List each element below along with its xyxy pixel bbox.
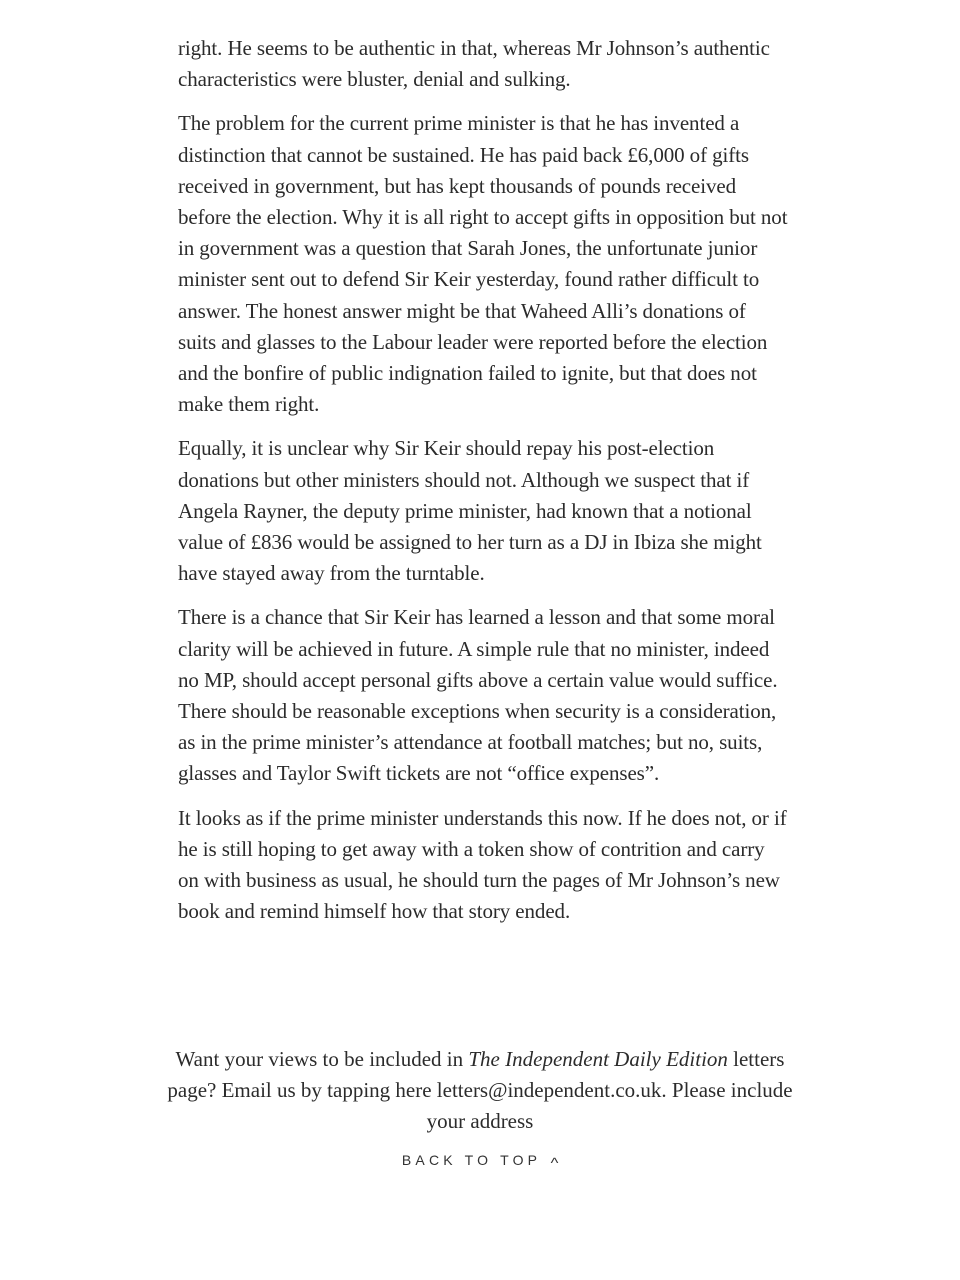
cta-prefix: Want your views to be included in: [175, 1047, 469, 1071]
article-paragraph-4: There is a chance that Sir Keir has learned a lesson and that some moral clarity will be achieved in future. A simple rule that no minister, indeed no MP, should accept personal gifts above a certain value would suffice. There should be reasonable exceptions when security is a consideration, as in the prime minister’s attendance at football matches; but no, suits, glasses and Taylor Swift tickets are not “office expenses”.: [178, 605, 778, 786]
article-paragraph-3: Equally, it is unclear why Sir Keir should repay his post-election donations but other ministers should not. Although we suspect that if Angela Rayner, the deputy prime minister, had known that a notional value of £836 would be assigned to her turn as a DJ in Ibiza she might have stayed away from the turntable.: [178, 436, 762, 586]
letters-email-link[interactable]: letters@independent.co.uk: [436, 1078, 662, 1102]
chevron-up-icon: ^: [550, 1155, 559, 1172]
letters-call-to-action: [150, 1044, 810, 1137]
publication-name: The Independent Daily Edition: [468, 1047, 728, 1071]
article-body: [178, 33, 788, 940]
cta-suffix: . Please include your address: [426, 1078, 793, 1133]
article-paragraph-1: right. He seems to be authentic in that, whereas Mr Johnson’s authentic characteristics were bluster, denial and sulking.: [178, 36, 770, 92]
article-paragraph-5: It looks as if the prime minister understands this now. If he does not, or if he is still hoping to get away with a token show of contrition and carry on with business as usual, he should turn the pages of Mr Johnson’s new book and remind himself how that story ended.: [178, 805, 787, 924]
back-to-top-button[interactable]: [0, 1152, 960, 1172]
cta-middle: letters page? Email us by tapping here: [167, 1047, 785, 1102]
back-to-top-label: BACK TO TOP: [401, 1152, 541, 1168]
article-paragraph-2: The problem for the current prime minister is that he has invented a distinction that cannot be sustained. He has paid back £6,000 of gifts received in government, but has kept thousands of pounds received before the election. Why it is all right to accept gifts in opposition but not in government was a question that Sarah Jones, the unfortunate junior minister sent out to defend Sir Keir yesterday, found rather difficult to answer. The honest answer might be that Waheed Alli’s donations of suits and glasses to the Labour leader were reported before the election and the bonfire of public indignation failed to ignite, but that does not make them right.: [178, 111, 788, 417]
